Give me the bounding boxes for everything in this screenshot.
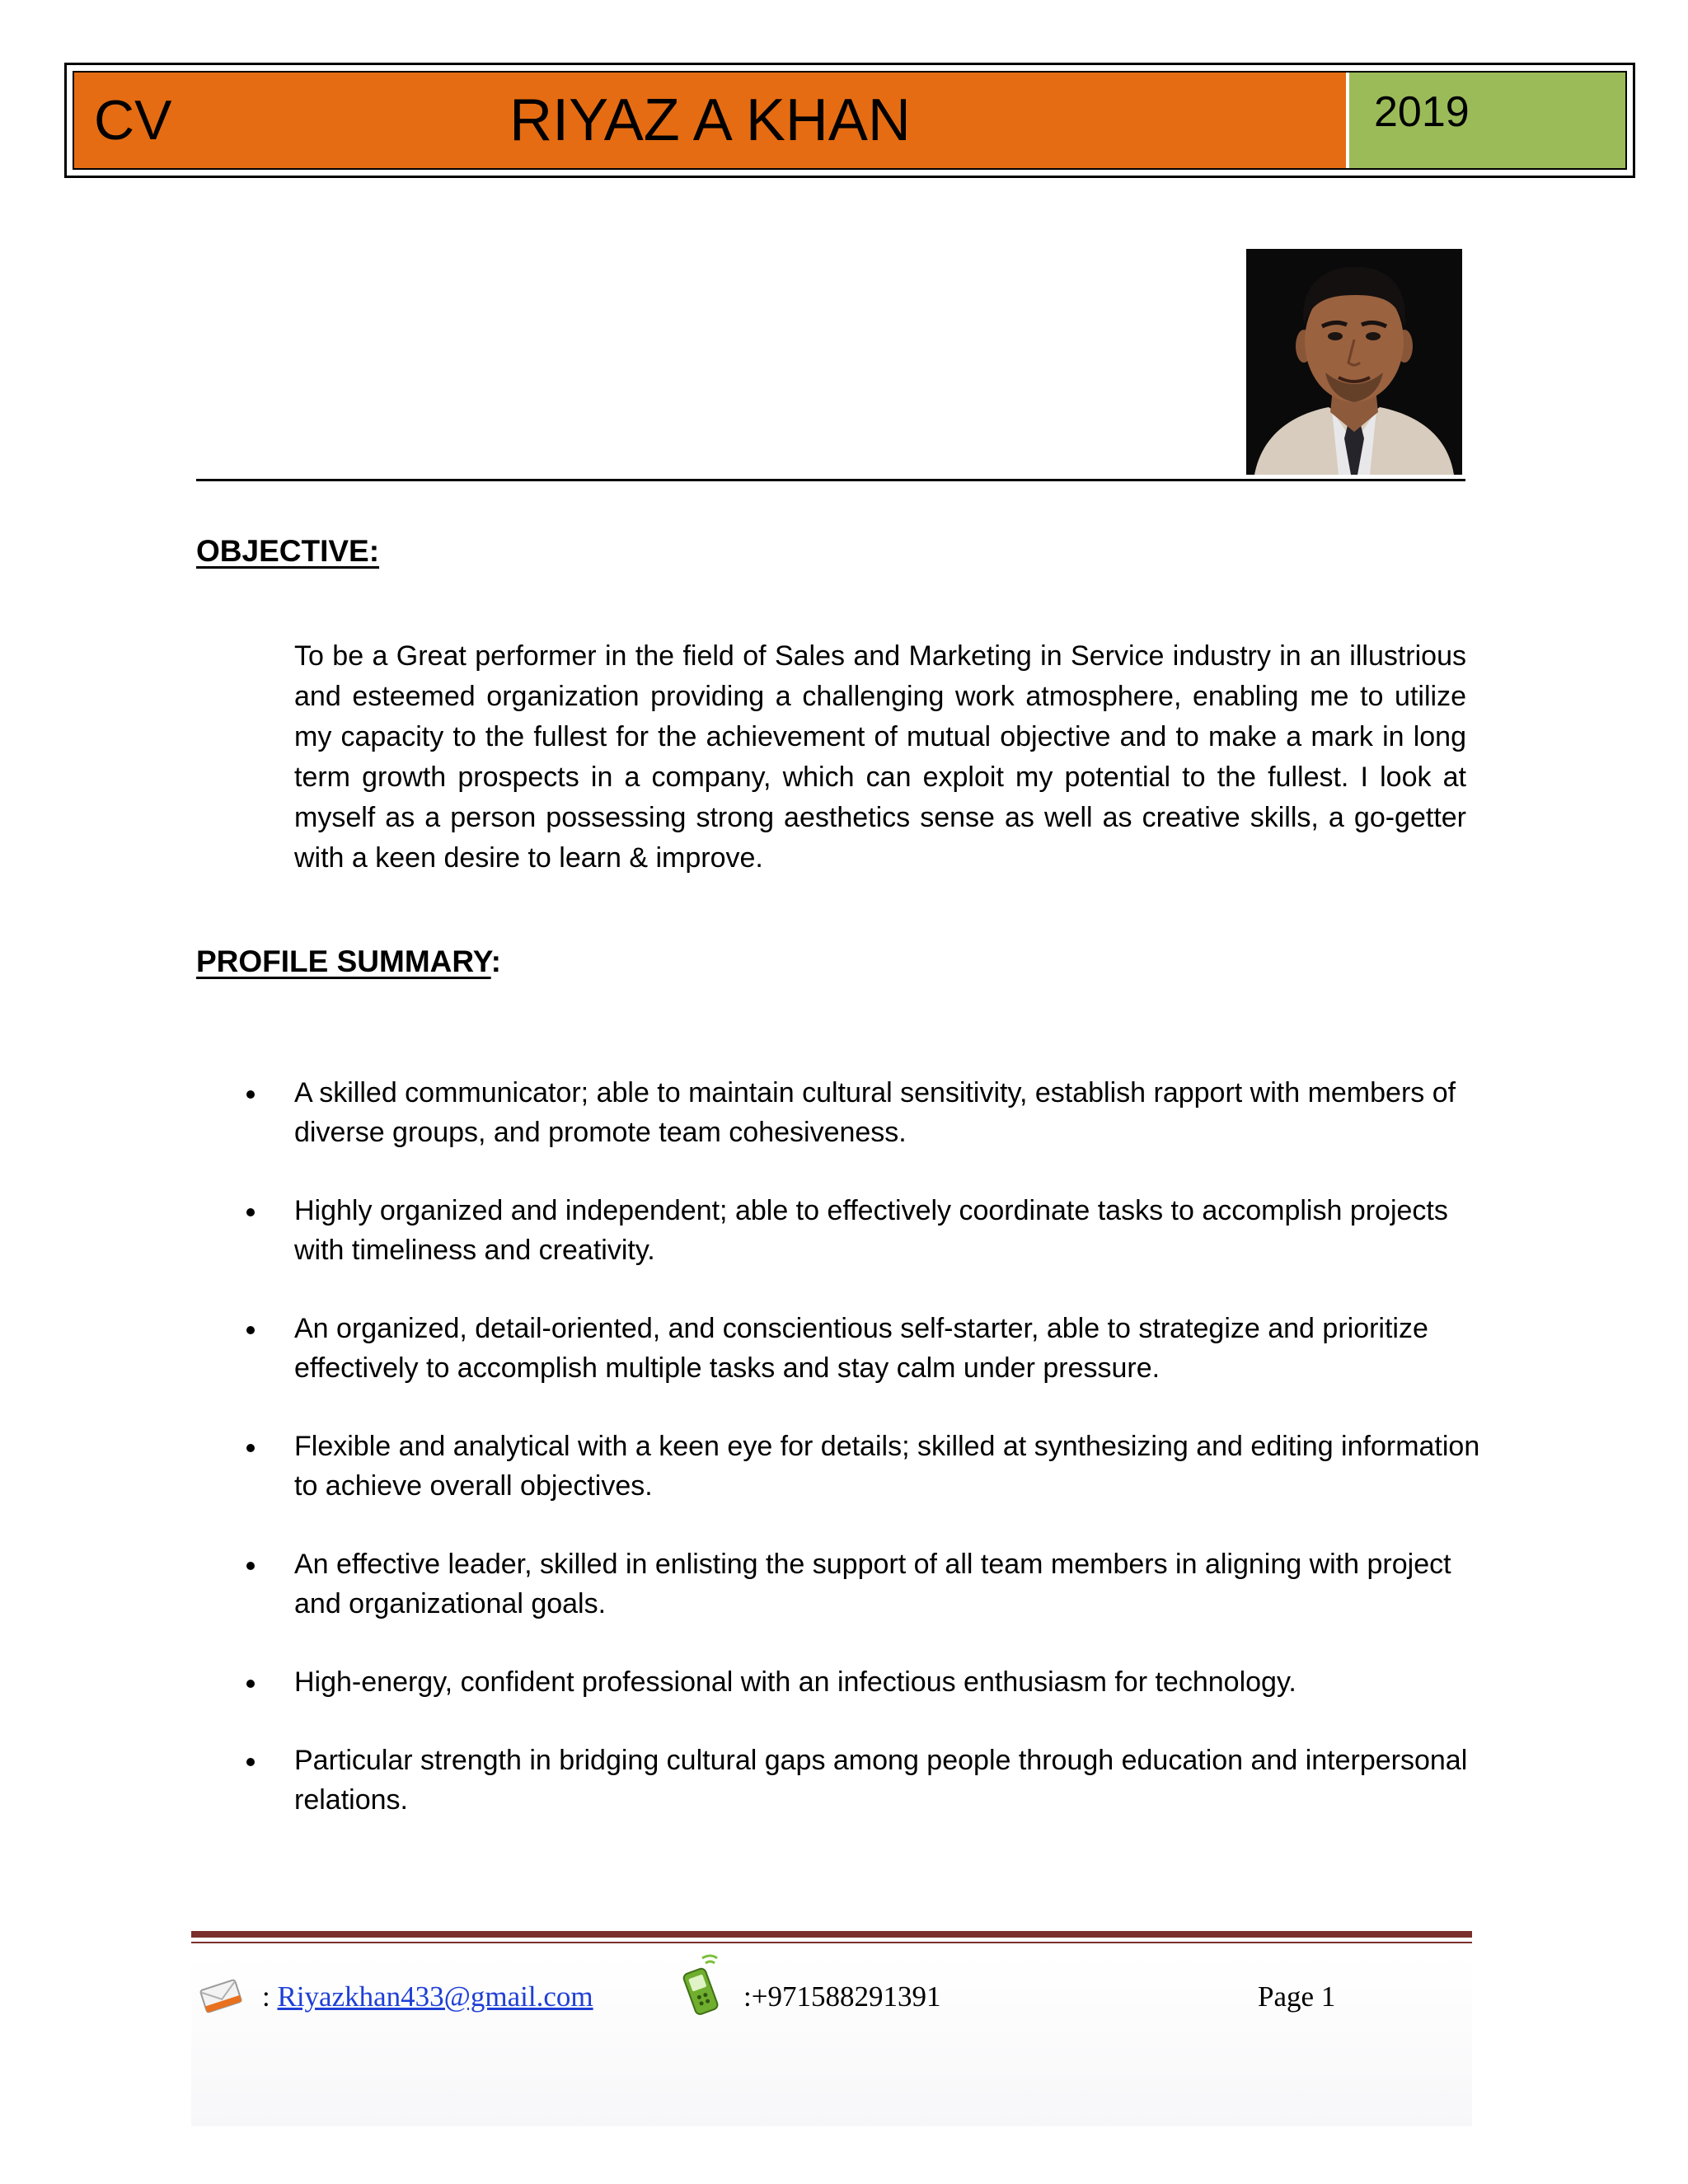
bullet-icon — [246, 1444, 255, 1452]
mobile-phone-icon — [678, 1952, 725, 2018]
list-item-text: High-energy, confident professional with an infectious enthusiasm for technology. — [294, 1666, 1296, 1698]
list-item — [196, 1073, 1482, 1152]
header-banner — [64, 63, 1635, 178]
footer-background — [191, 1953, 1472, 2126]
profile-photo-illustration — [1246, 249, 1462, 475]
profile-summary-heading — [196, 946, 501, 977]
cv-label: CV — [94, 89, 172, 152]
header-year-box — [1349, 73, 1625, 168]
email-prefix: : — [262, 1980, 278, 2013]
header-divider — [196, 479, 1465, 481]
list-item — [196, 1741, 1482, 1820]
list-item — [196, 1544, 1482, 1624]
profile-summary-heading-text: PROFILE SUMMARY — [196, 944, 491, 978]
list-item — [196, 1309, 1482, 1388]
phone-number: :+971588291391 — [743, 1980, 941, 2013]
objective-text: To be a Great performer in the field of Sales and Marketing in Service industry in an illustrious and esteemed organization providing a challenging work atmosphere, enabling me to utilize my capacity to the fullest for the achievement of mutual objective and to make a mark in long term growth prospects in a company, which can exploit my potential to the fullest. I look at myself as a person possessing strong aesthetics sense as well as creative skills, a go-getter with a keen desire to learn & improve. — [294, 640, 1466, 874]
bullet-icon — [246, 1758, 255, 1766]
list-item-text: An organized, detail-oriented, and conscientious self-starter, able to strategize and prioritize effectively to accomplish multiple tasks and stay calm under pressure. — [294, 1313, 1428, 1384]
bullet-icon — [246, 1680, 255, 1688]
profile-photo — [1246, 249, 1462, 475]
page-number: Page 1 — [1258, 1980, 1336, 2013]
footer-divider-thick — [191, 1931, 1472, 1938]
bullet-icon — [246, 1562, 255, 1570]
email-link[interactable]: Riyazkhan433@gmail.com — [277, 1980, 593, 2013]
email-line — [262, 1982, 593, 2011]
profile-summary-heading-colon: : — [490, 944, 501, 978]
list-item-text: Particular strength in bridging cultural gaps among people through education and interpersonal relations. — [294, 1745, 1468, 1816]
list-item — [196, 1662, 1482, 1702]
bullet-icon — [246, 1208, 255, 1216]
candidate-name: RIYAZ A KHAN — [509, 87, 911, 153]
list-item — [196, 1191, 1482, 1270]
list-item-text: A skilled communicator; able to maintain cultural sensitivity, establish rapport with members of diverse groups, and promote team cohesiveness. — [294, 1077, 1456, 1148]
email-icon — [198, 1973, 244, 2016]
header-title-box — [74, 73, 1349, 168]
year-label: 2019 — [1374, 88, 1470, 136]
list-item-text: Highly organized and independent; able to effectively coordinate tasks to accomplish projects with timeliness and creativity. — [294, 1195, 1448, 1266]
objective-heading — [196, 536, 379, 566]
bullet-icon — [246, 1090, 255, 1099]
list-item — [196, 1427, 1482, 1506]
list-item-text: Flexible and analytical with a keen eye for details; skilled at synthesizing and editing information to achieve overall objectives. — [294, 1431, 1480, 1502]
objective-heading-text: OBJECTIVE: — [196, 534, 380, 568]
header-banner-inner — [73, 71, 1627, 170]
bullet-icon — [246, 1326, 255, 1334]
profile-summary-list — [196, 1073, 1482, 1858]
footer-divider-thin — [191, 1942, 1472, 1943]
list-item-text: An effective leader, skilled in enlisting the support of all team members in aligning with project and organizational goals. — [294, 1549, 1451, 1619]
